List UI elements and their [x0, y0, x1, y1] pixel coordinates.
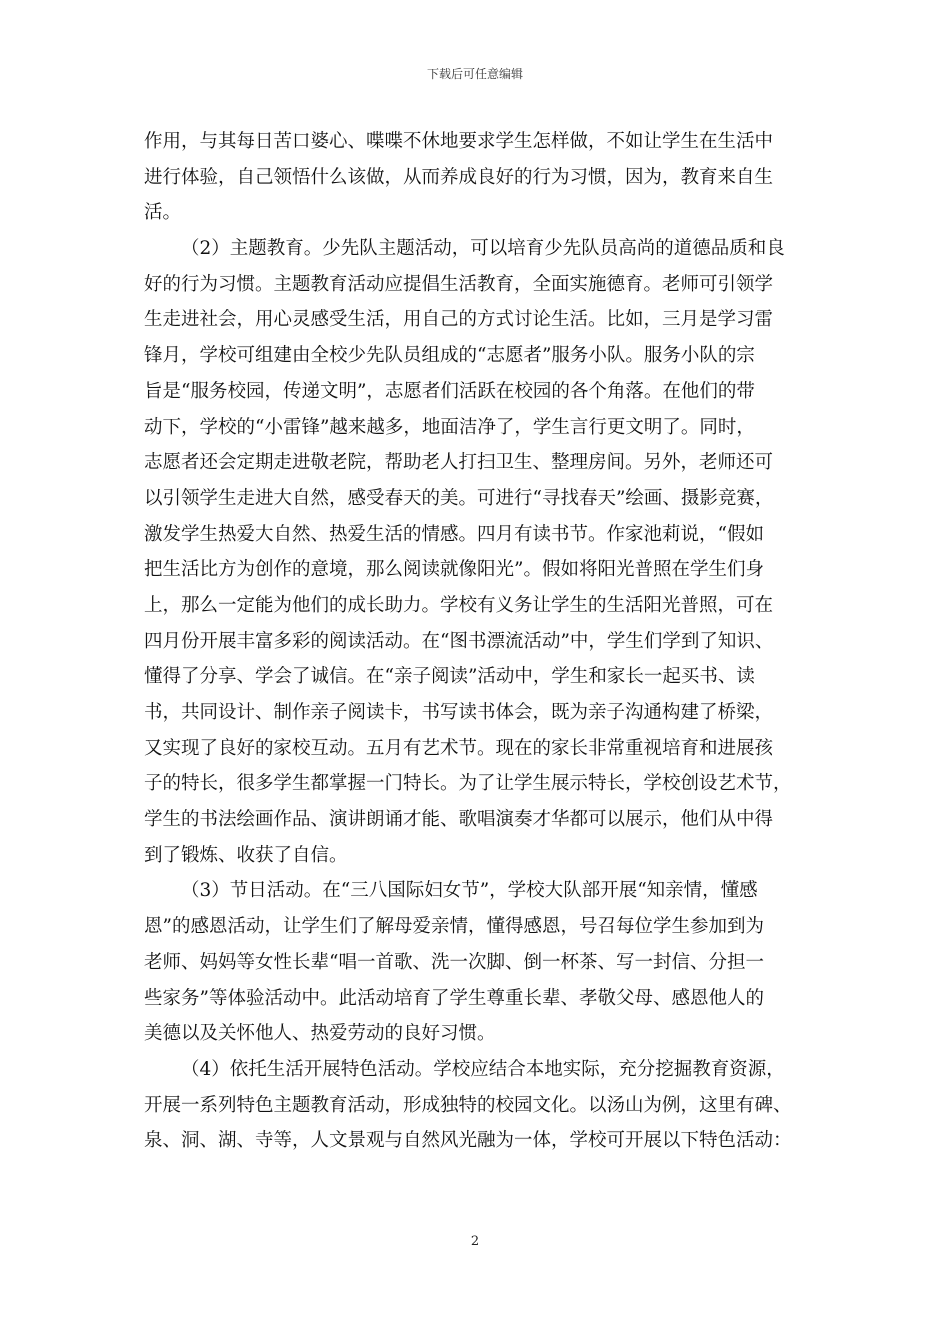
text-line: 到了锻炼、收获了自信。: [144, 844, 348, 866]
text-line: 老师、妈妈等女性长辈“唱一首歌、洗一次脚、倒一杯茶、写一封信、分担一: [144, 951, 764, 973]
text-line: 懂得了分享、学会了诚信。在“亲子阅读”活动中，学生和家长一起买书、读: [144, 666, 755, 688]
text-line: 以引领学生走进大自然，感受春天的美。可进行“寻找春天”绘画、摄影竞赛，: [144, 487, 774, 509]
text-line: 活。: [144, 202, 182, 224]
text-line: 泉、洞、湖、寺等，人文景观与自然风光融为一体，学校可开展以下特色活动：: [144, 1130, 792, 1152]
text-line: 志愿者还会定期走进敬老院，帮助老人打扫卫生、整理房间。另外，老师还可: [144, 452, 774, 474]
paragraph-start-line: （4）依托生活开展特色活动。学校应结合本地实际，充分挖掘教育资源，: [181, 1058, 785, 1080]
text-line: 作用，与其每日苦口婆心、喋喋不休地要求学生怎样做，不如让学生在生活中: [144, 131, 774, 152]
text-line: 旨是“服务校园，传递文明”，志愿者们活跃在校园的各个角落。在他们的带: [144, 380, 755, 402]
text-line: 把生活比方为创作的意境，那么阅读就像阳光”。假如将阳光普照在学生们身: [144, 559, 764, 581]
text-line: 恩”的感恩活动，让学生们了解母爱亲情，懂得感恩，号召每位学生参加到为: [144, 916, 764, 938]
page-header: 下载后可任意编辑: [426, 67, 523, 81]
text-line: 激发学生热爱大自然、热爱生活的情感。四月有读书节。作家池莉说，“假如: [144, 523, 764, 545]
text-line: 美德以及关怀他人、热爱劳动的良好习惯。: [144, 1023, 496, 1045]
text-line: 好的行为习惯。主题教育活动应提倡生活教育，全面实施德育。老师可引领学: [144, 273, 774, 295]
paragraph-start-line: （3）节日活动。在“三八国际妇女节”，学校大队部开展“知亲情，懂感: [181, 880, 758, 902]
paragraph-start-line: （2）主题教育。少先队主题活动，可以培育少先队员高尚的道德品质和良: [181, 238, 785, 260]
text-line: 学生的书法绘画作品、演讲朗诵才能、歌唱演奏才华都可以展示，他们从中得: [144, 809, 774, 831]
text-line: 进行体验，自己领悟什么该做，从而养成良好的行为习惯，因为，教育来自生: [144, 166, 774, 188]
text-line: 子的特长，很多学生都掌握一门特长。为了让学生展示特长，学校创设艺术节，: [144, 773, 792, 795]
page-number: 2: [470, 1234, 480, 1249]
text-line: 上，那么一定能为他们的成长助力。学校有义务让学生的生活阳光普照，可在: [144, 594, 774, 616]
text-line: 些家务”等体验活动中。此活动培育了学生尊重长辈、孝敬父母、感恩他人的: [144, 987, 764, 1009]
text-line: 动下，学校的“小雷锋”越来越多，地面洁净了，学生言行更文明了。同时，: [144, 416, 755, 438]
text-line: 书，共同设计、制作亲子阅读卡，书写读书体会，既为亲子沟通构建了桥梁，: [144, 702, 774, 723]
text-line: 又实现了良好的家校互动。五月有艺术节。现在的家长非常重视培育和进展孩: [144, 737, 774, 759]
text-line: 四月份开展丰富多彩的阅读活动。在“图书漂流活动”中，学生们学到了知识、: [144, 630, 774, 652]
text-line: 开展一系列特色主题教育活动，形成独特的校园文化。以汤山为例，这里有碑、: [144, 1094, 792, 1116]
text-line: 生走进社会，用心灵感受生活，用自己的方式讨论生活。比如，三月是学习雷: [144, 309, 774, 331]
text-line: 锋月，学校可组建由全校少先队员组成的“志愿者”服务小队。服务小队的宗: [144, 345, 755, 367]
document-body: [144, 124, 820, 1159]
